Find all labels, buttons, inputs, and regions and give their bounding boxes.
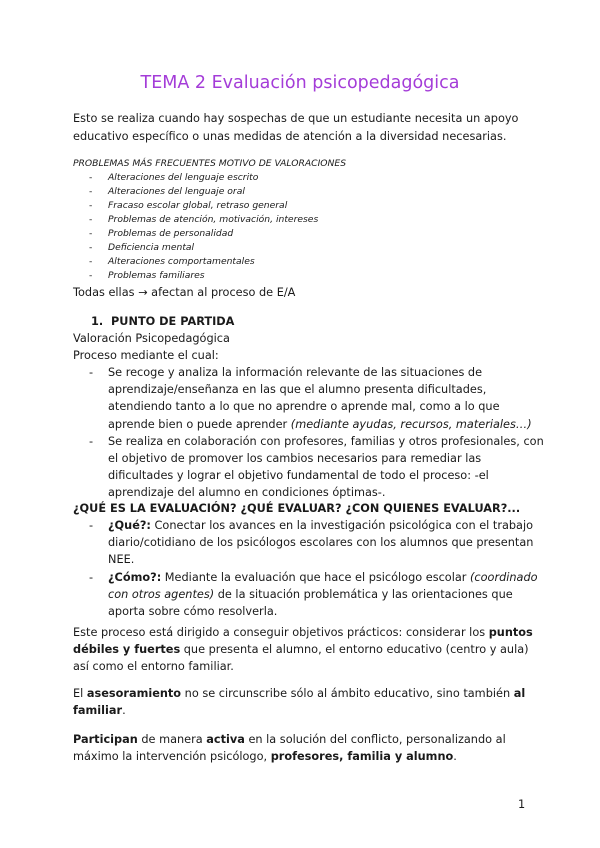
- list-item: [89, 185, 318, 199]
- list-item: [89, 255, 318, 269]
- problems-list: [89, 171, 318, 283]
- item-text: Se realiza en colaboración con profesores, familias y otros profesionales, con el objetivo de promover los cambios necesarios para remediar las dificultades y lograr el objetivo fundamental de todo el proceso: -el aprendizaje del alumno en condiciones óptimas-.: [108, 434, 544, 500]
- list-item: [89, 241, 318, 255]
- problem-text: Problemas de atención, motivación, intereses: [108, 214, 319, 225]
- intro-paragraph: Esto se realiza cuando hay sospechas de que un estudiante necesita un apoyo educativo específico o unas medidas de atención a la diversidad necesarias.: [73, 112, 519, 143]
- paragraph-text: que presenta el alumno, el entorno educativo (centro y aula) así como el entorno familiar.: [73, 643, 529, 674]
- section-1-intro: [73, 330, 543, 364]
- paragraph-text: .: [122, 704, 126, 718]
- list-item: [89, 433, 544, 502]
- problem-text: Alteraciones del lenguaje oral: [108, 186, 245, 197]
- paragraph-text: de manera: [137, 733, 207, 746]
- list-item: [89, 171, 318, 185]
- paragraph-participan: [73, 731, 543, 765]
- paragraph-text: Este proceso está dirigido a conseguir objetivos prácticos: considerar los: [73, 626, 489, 639]
- section-1-heading: [91, 314, 234, 330]
- problem-text: Fracaso escolar global, retraso general: [108, 200, 288, 211]
- paragraph-bold-text: Participan: [73, 733, 138, 746]
- dash-bullet: -: [89, 200, 93, 211]
- paragraph-text: El: [73, 687, 87, 700]
- problem-text: Alteraciones del lenguaje escrito: [108, 172, 259, 183]
- problem-text: Problemas de personalidad: [108, 228, 234, 239]
- dash-bullet: -: [89, 570, 94, 584]
- dash-bullet: -: [89, 256, 93, 267]
- item-italic-text: (mediante ayudas, recursos, materiales…): [290, 417, 532, 431]
- list-item: [89, 269, 318, 283]
- problem-text: Alteraciones comportamentales: [108, 256, 255, 267]
- section-2-heading: ¿QUÉ ES LA EVALUACIÓN? ¿QUÉ EVALUAR? ¿CON QUIENES EVALUAR?...: [73, 502, 521, 515]
- paragraph-bold-text: al familiar: [73, 687, 526, 718]
- page-title: TEMA 2 Evaluación psicopedagógica: [140, 73, 460, 93]
- section-2-list: [89, 517, 544, 620]
- dash-bullet: -: [89, 519, 94, 532]
- paragraph-bold-text: profesores, familia y alumno: [270, 750, 454, 764]
- paragraph-objectives: [73, 624, 543, 676]
- list-item: [89, 227, 318, 241]
- problem-text: Deficiencia mental: [108, 242, 195, 253]
- dash-bullet: -: [89, 172, 93, 183]
- page-number: 1: [518, 798, 526, 811]
- paragraph-text: no se circunscribe sólo al ámbito educativo, sino también: [181, 687, 514, 700]
- section-1-list: [89, 364, 544, 502]
- list-item: [89, 517, 544, 569]
- paragraph-asesoramiento: [73, 685, 543, 719]
- paragraph-bold-text: puntos débiles y fuertes: [73, 626, 533, 657]
- item-text: de la situación problemática y las orientaciones que aporta sobre cómo resolverla.: [108, 587, 513, 619]
- paragraph-bold-text: asesoramiento: [86, 687, 182, 700]
- dash-bullet: -: [89, 214, 93, 225]
- dash-bullet: -: [89, 242, 93, 253]
- list-item: [89, 199, 318, 213]
- problems-heading: PROBLEMAS MÁS FRECUENTES MOTIVO DE VALORACIONES: [73, 158, 347, 169]
- dash-bullet: -: [89, 186, 93, 197]
- question-label: ¿Cómo?:: [108, 570, 162, 584]
- dash-bullet: -: [89, 270, 93, 281]
- section-number: 1.: [91, 315, 104, 328]
- item-text: Conectar los avances en la investigación psicológica con el trabajo diario/cotidiano de los psicólogos escolares con los alumnos que presentan NEE.: [108, 519, 534, 567]
- section-title: PUNTO DE PARTIDA: [111, 315, 235, 328]
- problem-text: Problemas familiares: [108, 270, 205, 281]
- paragraph-text: en la solución del conflicto, personalizando al máximo la intervención psicólogo,: [73, 733, 506, 764]
- dash-bullet: -: [89, 366, 94, 379]
- item-italic-text: (coordinado con otros agentes): [108, 570, 538, 601]
- section-1-line2: Proceso mediante el cual:: [73, 349, 219, 363]
- item-text: Se recoge y analiza la información relevante de las situaciones de aprendizaje/enseñanza en las que el alumno presenta dificultades, atendiendo tanto a lo que no aprendre o aprende mal, como a lo que aprende bien o puede aprender: [108, 366, 500, 431]
- list-item: [89, 569, 544, 621]
- paragraph-text: .: [453, 750, 457, 764]
- dash-bullet: -: [89, 434, 94, 448]
- section-1-line1: Valoración Psicopedagógica: [73, 332, 230, 345]
- item-text: Mediante la evaluación que hace el psicólogo escolar: [161, 570, 470, 584]
- list-item: [89, 364, 544, 433]
- list-item: [89, 213, 318, 227]
- paragraph-bold-text: activa: [206, 733, 245, 746]
- summary-line: Todas ellas → afectan al proceso de E/A: [73, 286, 296, 299]
- dash-bullet: -: [89, 228, 93, 239]
- question-label: ¿Qué?:: [108, 519, 151, 532]
